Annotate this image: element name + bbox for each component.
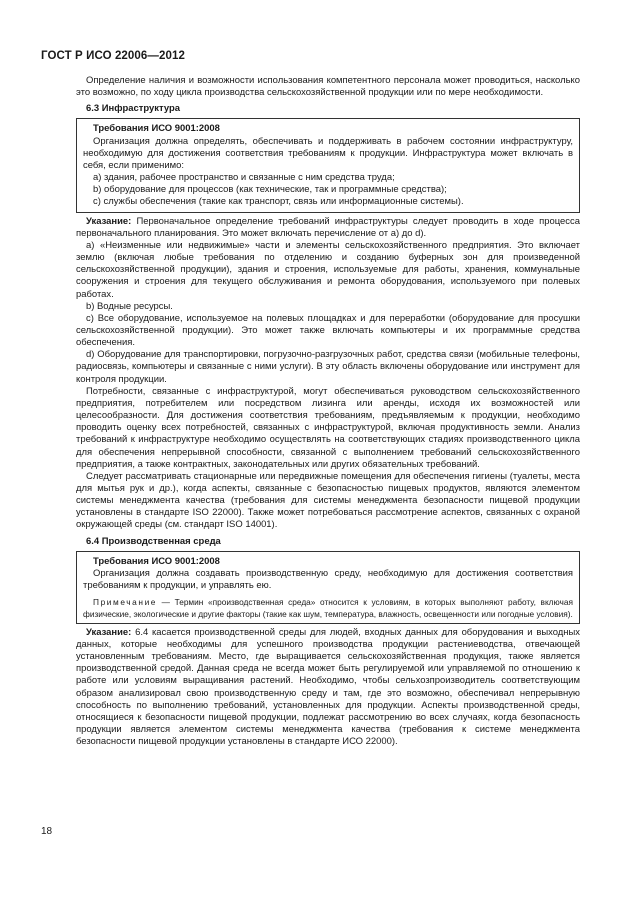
guidance-paragraph-6-4 [76, 627, 580, 749]
box-title: Требования ИСО 9001:2008 [93, 123, 220, 135]
box-item-a: a) здания, рабочее пространство и связанные с ним средства труда; [93, 172, 395, 184]
note-label: Примечание [93, 597, 158, 608]
document-header: ГОСТ Р ИСО 22006—2012 [41, 50, 186, 62]
requirements-box-6-4 [76, 551, 580, 624]
page-content [76, 75, 580, 748]
guidance-text: Первоначальное определение требований инфраструктуры следует проводить в ходе процесса первоначального планирования. Это может включать перечисление от a) до d). [76, 215, 580, 239]
requirements-box-6-3 [76, 118, 580, 212]
page-number: 18 [41, 826, 53, 837]
paragraph-infrastructure-needs: Потребности, связанные с инфраструктурой, могут обеспечиваться руководством сельскохозяйственного предприятия, потребителем или посредством лизинга или аренды, исходя их возможностей или целесообразности. Для достижения соответствия требованиям, предъявляемым к продукции, необходимо проводить оценку всех потребностей, связанных с инфраструктурой, включая продуктивность земли. Анализ требований к инфраструктуре необходимо осуществлять на соответствующих стадиях производственного цикла для обеспечения непрерывной способности, связанной с выполнением требований сельскохозяйственного предприятия, а также контрактных, законодательных или других обязательных требований. [76, 385, 580, 470]
guidance-paragraph-6-3 [76, 216, 580, 240]
guidance-label: Указание: [86, 626, 132, 638]
paragraph-c: c) Все оборудование, используемое на полевых площадках и для переработки (оборудование для просушки сельскохозяйственной продукции). Это может также включать компьютеры и их программные средства обеспечения. [76, 312, 580, 349]
note-text: — Термин «производственная среда» относится к условиям, в которых выполняют работу, включая физические, экологические и другие факторы (такие как шум, температура, влажность, освещенности или погодные условия). [83, 597, 573, 619]
box-item-c: c) службы обеспечения (такие как транспорт, связь или информационные системы). [93, 196, 464, 208]
guidance-label: Указание: [86, 215, 132, 227]
paragraph-hygiene: Следует рассматривать стационарные или передвижные помещения для обеспечения гигиены (туалеты, места для мытья рук и др.), когда аспекты, связанные с безопасностью пищевых продуктов, являются элементом системы менеджмента качества (требования для системы менеджмента безопасности пищевой продукции установлены в стандарте ISO 22000). Также может потребоваться рассмотрение аспектов, связанных с охраной окружающей среды (см. стандарт ISO 14001). [76, 470, 580, 531]
guidance-text: 6.4 касается производственной среды для людей, входных данных для оборудования и выходных данных, которые необходимы для успешного производства продукции растениеводства, отвечающей установленным требованиям. Место, где выращивается сельскохозяйственная продукция, также является производственной средой. Данная среда не всегда может быть регулируемой или управляемой по отношению к работе или условиям выращивания растений. Необходимо, чтобы сельхозпроизводитель соответствующим образом анализировал свою производственную среду и там, где это возможно, обеспечивал непрерывную способность по выполнению требований, установленных для продукции. Аспекты производственной среды, относящиеся к безопасности пищевой продукции, подлежат рассмотрению во всех случаях, когда безопасность продукции является элементом системы менеджмента качества (требования к системе менеджмента безопасности пищевой продукции установлены в стандарте ИСО 22000). [76, 626, 580, 748]
paragraph-b: b) Водные ресурсы. [86, 300, 173, 312]
note-paragraph [83, 597, 573, 620]
section-heading-6-3: 6.3 Инфраструктура [86, 103, 180, 115]
intro-paragraph: Определение наличия и возможности использования компетентного персонала может проводиться, насколько это возможно, по ходу цикла производства сельскохозяйственной продукции или по мере необходимости. [76, 75, 580, 99]
section-heading-6-4: 6.4 Производственная среда [86, 535, 221, 547]
box-item-b: b) оборудование для процессов (как технические, так и программные средства); [93, 184, 447, 196]
box-text: Организация должна определять, обеспечивать и поддерживать в рабочем состоянии инфраструктуру, необходимую для достижения соответствия требованиям к продукции. Инфраструктура может включать в себя, если применимо: [83, 135, 573, 171]
box-title: Требования ИСО 9001:2008 [93, 555, 220, 567]
paragraph-a: a) «Неизменные или недвижимые» части и элементы сельскохозяйственного предприятия. Это включает землю (включая любые требования по отделению и созданию буферных зон для произведенной сельскохозяйственной продукции), здания и строения, используемые для работы, хранения, коммунальные сооружения и строения для текущего обслуживания и ремонта оборудования, используемого при полевых работах. [76, 239, 580, 300]
paragraph-d: d) Оборудование для транспортировки, погрузочно-разгрузочных работ, средства связи (мобильные телефоны, радиосвязь, компьютеры и связанные с ними услуги). В эту область включены оборудование или инструмент для контроля продукции. [76, 349, 580, 385]
box-text: Организация должна создавать производственную среду, необходимую для достижения соответствия требованиям к продукции, и управлять ею. [83, 567, 573, 592]
